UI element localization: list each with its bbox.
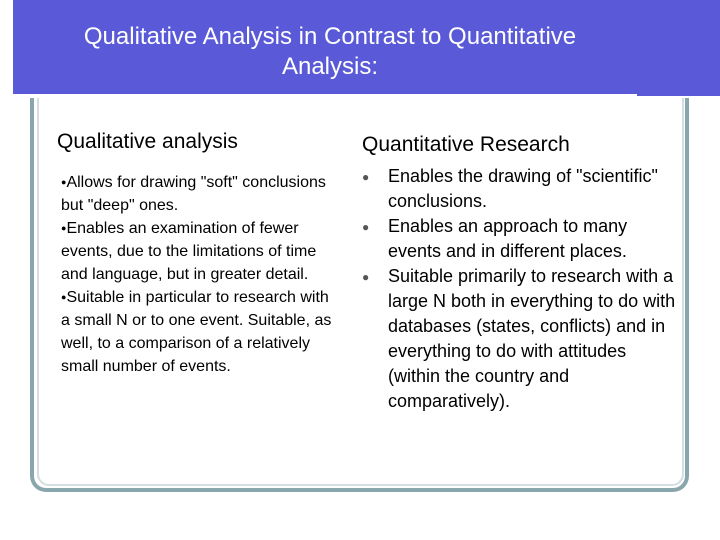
quantitative-item [362,214,682,264]
bullet-icon: ● [362,270,370,284]
slide-title-line-2: Analysis: [281,53,379,80]
quantitative-item [362,264,682,414]
qualitative-heading: Qualitative analysis [57,130,238,153]
quantitative-item-text: Suitable primarily to research with a large N both in everything to do with databases (states, conflicts) and in everything to do with attitudes (within the country and comparatively). [388,266,676,411]
qualitative-item [61,171,341,217]
bullet-icon: ● [61,292,67,302]
qualitative-item [61,217,341,286]
quantitative-heading: Quantitative Research [362,133,570,156]
slide-title [25,22,635,82]
slide-title-line-1: Qualitative Analysis in Contrast to Quantitative [83,23,577,50]
quantitative-list [362,164,682,414]
qualitative-item-text: Suitable in particular to research with a small N or to one event. Suitable, as well, to a comparison of a relatively small number of events. [61,289,332,375]
bullet-icon: ● [362,170,370,184]
quantitative-item-text: Enables an approach to many events and in different places. [388,216,628,261]
qualitative-list [61,171,341,378]
qualitative-item-text: Allows for drawing "soft" conclusions but "deep" ones. [61,174,326,214]
qualitative-item-text: Enables an examination of fewer events, due to the limitations of time and language, but in greater detail. [61,220,317,283]
bullet-icon: ● [61,223,67,233]
quantitative-item-text: Enables the drawing of "scientific" conclusions. [388,166,658,211]
quantitative-item [362,164,682,214]
bullet-icon: ● [362,220,370,234]
bullet-icon: ● [61,177,67,187]
qualitative-item [61,286,341,378]
